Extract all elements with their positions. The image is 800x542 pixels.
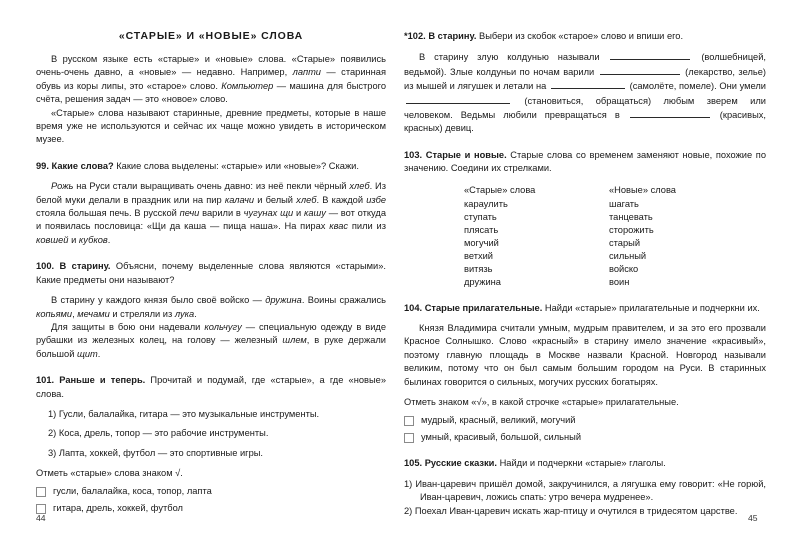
- exercise-103-prompt: Старые слова со временем заменяют новые, похожие по значению. Соедини их стрелками.: [404, 149, 766, 174]
- list-item: 3) Лапта, хоккей, футбол — это спортивные игры.: [48, 447, 264, 458]
- page-number-left: 44: [36, 513, 46, 523]
- exercise-101-number: 101.: [36, 375, 55, 386]
- fill-in-blank[interactable]: [551, 79, 625, 89]
- fill-in-blank[interactable]: [406, 94, 510, 104]
- fill-in-blank[interactable]: [610, 50, 690, 60]
- option-label: мудрый, красный, великий, могучий: [421, 414, 576, 425]
- exercise-102-prompt: Выбери из скобок «старое» слово и впиши его.: [476, 31, 684, 41]
- list-item: 2) Коса, дрель, топор — это рабочие инструменты.: [48, 428, 269, 439]
- exercise-104-title: Старые прилагательные.: [424, 302, 543, 313]
- exercise-101-option-1[interactable]: [36, 485, 386, 498]
- word-item[interactable]: ступать: [464, 211, 497, 222]
- page-title: «СТАРЫЕ» И «НОВЫЕ» СЛОВА: [118, 30, 304, 42]
- exercise-105-title: Русские сказки.: [424, 458, 497, 469]
- word-item[interactable]: воин: [609, 276, 630, 287]
- exercise-105-list: [404, 478, 766, 518]
- exercise-105-number: 105.: [404, 458, 423, 469]
- word-item[interactable]: танцевать: [609, 211, 653, 222]
- option-label: гитара, дрель, хоккей, футбол: [53, 502, 183, 513]
- word-item[interactable]: войско: [609, 263, 639, 274]
- exercise-104-instruction: Отметь знаком «√», в какой строчке «старые» прилагательные.: [404, 397, 679, 408]
- word-item[interactable]: караулить: [464, 198, 508, 209]
- checkbox-icon[interactable]: [404, 416, 414, 426]
- exercise-105-prompt: Найди и подчеркни «старые» глаголы.: [497, 458, 666, 469]
- exercise-103-number: 103.: [404, 149, 423, 160]
- old-words-header: «Старые» слова: [464, 184, 536, 195]
- exercise-100-body: [36, 294, 386, 361]
- page-number-right: 45: [748, 513, 758, 523]
- exercise-103-title: Старые и новые.: [425, 149, 507, 160]
- word-item[interactable]: плясать: [464, 224, 499, 235]
- intro-paragraph-1: В русском языке есть «старые» и «новые» слова. «Старые» появились очень-очень давно, а «новые» — недавно. Например, лапти — старинная обувь из коры липы, это «старое» слово. Компьютер — машина для быстрого счёта, решения задач — это «новое» слово.: [36, 54, 386, 105]
- word-item[interactable]: витязь: [464, 263, 493, 274]
- exercise-104-number: 104.: [404, 302, 423, 313]
- exercise-99: [36, 160, 386, 247]
- old-words-column: [464, 184, 609, 289]
- exercise-100-prompt: Объясни, почему выделенные слова являются «старыми». Какие предметы они называют?: [36, 261, 386, 285]
- exercise-100-number: 100.: [36, 261, 55, 272]
- exercise-102-body: [404, 50, 766, 135]
- exercise-103: [404, 149, 766, 289]
- option-label: гусли, балалайка, коса, топор, лапта: [53, 485, 212, 496]
- exercise-99-text: Рожь на Руси стали выращивать очень давно: из неё пекли чёрный хлеб. Из белой муки делали в праздник или на пир калачи и белый хлеб. В каждой избе стояла большая печь. В русской печи варили в чугунах щи и кашу — вот откуда и появилась пословица: «Щи да каша — пища наша». На пирах квас пили из ковшей и кубков.: [36, 181, 387, 245]
- exercise-99-prompt: Какие слова выделены: «старые» или «новые»? Скажи.: [113, 160, 359, 171]
- exercise-99-body: [36, 180, 386, 247]
- exercise-101-prompt: Прочитай и подумай, где «старые», а где «новые» слова.: [36, 375, 386, 399]
- exercise-102-title: В старину.: [428, 31, 477, 41]
- word-item[interactable]: шагать: [609, 198, 639, 209]
- list-item: 1) Гусли, балалайка, гитара — это музыкальные инструменты.: [48, 408, 320, 419]
- right-page-column: [404, 30, 766, 518]
- exercise-105: [404, 457, 766, 518]
- intro-paragraph-2: «Старые» слова называют старинные, древние предметы, которые в наше время уже не используются и сейчас их чаще можно увидеть в историческом музее.: [36, 107, 386, 145]
- word-item[interactable]: ветхий: [464, 250, 493, 261]
- exercise-101-option-2[interactable]: [36, 502, 386, 515]
- exercise-104-option-2[interactable]: [404, 431, 766, 444]
- exercise-101-heading: [36, 374, 386, 401]
- list-item: 1) Иван-царевич пришёл домой, закручинился, а лягушка ему говорит: «Не горюй, Иван-царевич, ложись спать: утро вечера мудренее».: [404, 478, 766, 503]
- exercise-103-word-columns: [404, 184, 766, 289]
- exercise-104-prompt: Найди «старые» прилагательные и подчеркни их.: [542, 302, 760, 313]
- fill-in-blank[interactable]: [600, 65, 680, 75]
- exercise-104: [404, 302, 766, 445]
- exercise-104-heading: [404, 302, 766, 315]
- exercise-102-heading: [404, 30, 766, 43]
- exercise-100: [36, 260, 386, 361]
- word-item[interactable]: старый: [609, 237, 641, 248]
- exercise-99-heading: [36, 160, 386, 173]
- exercise-101-list: [36, 408, 386, 460]
- checkbox-icon[interactable]: [36, 487, 46, 497]
- exercise-104-text: Князя Владимира считали умным, мудрым правителем, и за это его прозвали Красное Солнышко. Слово «красный» в старину имело значение «красивый», поэтому главную площадь в Москве назвали Красной. Новгород называли великим, потому что он был самым большим городом на Руси. В старинных былинах говорится о сильных, могучих русских богатырях.: [404, 323, 766, 387]
- exercise-100-text-1: В старину у каждого князя было своё войско — дружина. Воины сражались копьями, мечами и стреляли из лука.: [36, 295, 386, 319]
- exercise-99-number: 99.: [36, 160, 49, 171]
- exercise-105-heading: [404, 457, 766, 470]
- exercise-101-instruction: Отметь «старые» слова знаком √.: [36, 468, 183, 479]
- exercise-101-title: Раньше и теперь.: [59, 375, 146, 386]
- intro-italic-computer: Компьютер: [221, 80, 274, 91]
- option-label: умный, красивый, большой, сильный: [421, 431, 582, 442]
- intro-italic-lapti: лапти: [292, 67, 321, 78]
- exercise-100-text-2: Для защиты в бою они надевали кольчугу — специальную одежду в виде рубашки из железных колец, на голову — железный шлем, в руке держали большой щит.: [36, 321, 386, 359]
- word-item[interactable]: могучий: [464, 237, 499, 248]
- word-item[interactable]: сильный: [609, 250, 647, 261]
- exercise-102-text: В старину злую колдунью называли (волшебницей, ведьмой). Злые колдуньи по ночам варили (лекарство, зелье) из мышей и лягушек и летали на (самолёте, помеле). Они умели (становиться, обращаться) любым зверем или человеком. Ведьмы любили превращаться в (красивых, красных) девиц.: [404, 52, 766, 134]
- exercise-100-title: В старину.: [59, 261, 111, 272]
- fill-in-blank[interactable]: [630, 108, 710, 118]
- exercise-100-heading: [36, 260, 386, 287]
- exercise-99-title: Какие слова?: [51, 160, 114, 171]
- exercise-103-heading: [404, 149, 766, 176]
- word-item[interactable]: дружина: [464, 276, 501, 287]
- word-item[interactable]: сторожить: [609, 224, 654, 235]
- exercise-102: [404, 30, 766, 136]
- new-words-column: [609, 184, 754, 289]
- exercise-104-body: [404, 322, 766, 389]
- checkbox-icon[interactable]: [404, 433, 414, 443]
- list-item: 2) Поехал Иван-царевич искать жар-птицу и очутился в тридесятом царстве.: [404, 505, 738, 516]
- exercise-101: [36, 374, 386, 515]
- new-words-header: «Новые» слова: [609, 184, 676, 195]
- left-page-column: [36, 30, 386, 519]
- exercise-104-option-1[interactable]: [404, 414, 766, 427]
- exercise-102-number: *102.: [404, 31, 426, 41]
